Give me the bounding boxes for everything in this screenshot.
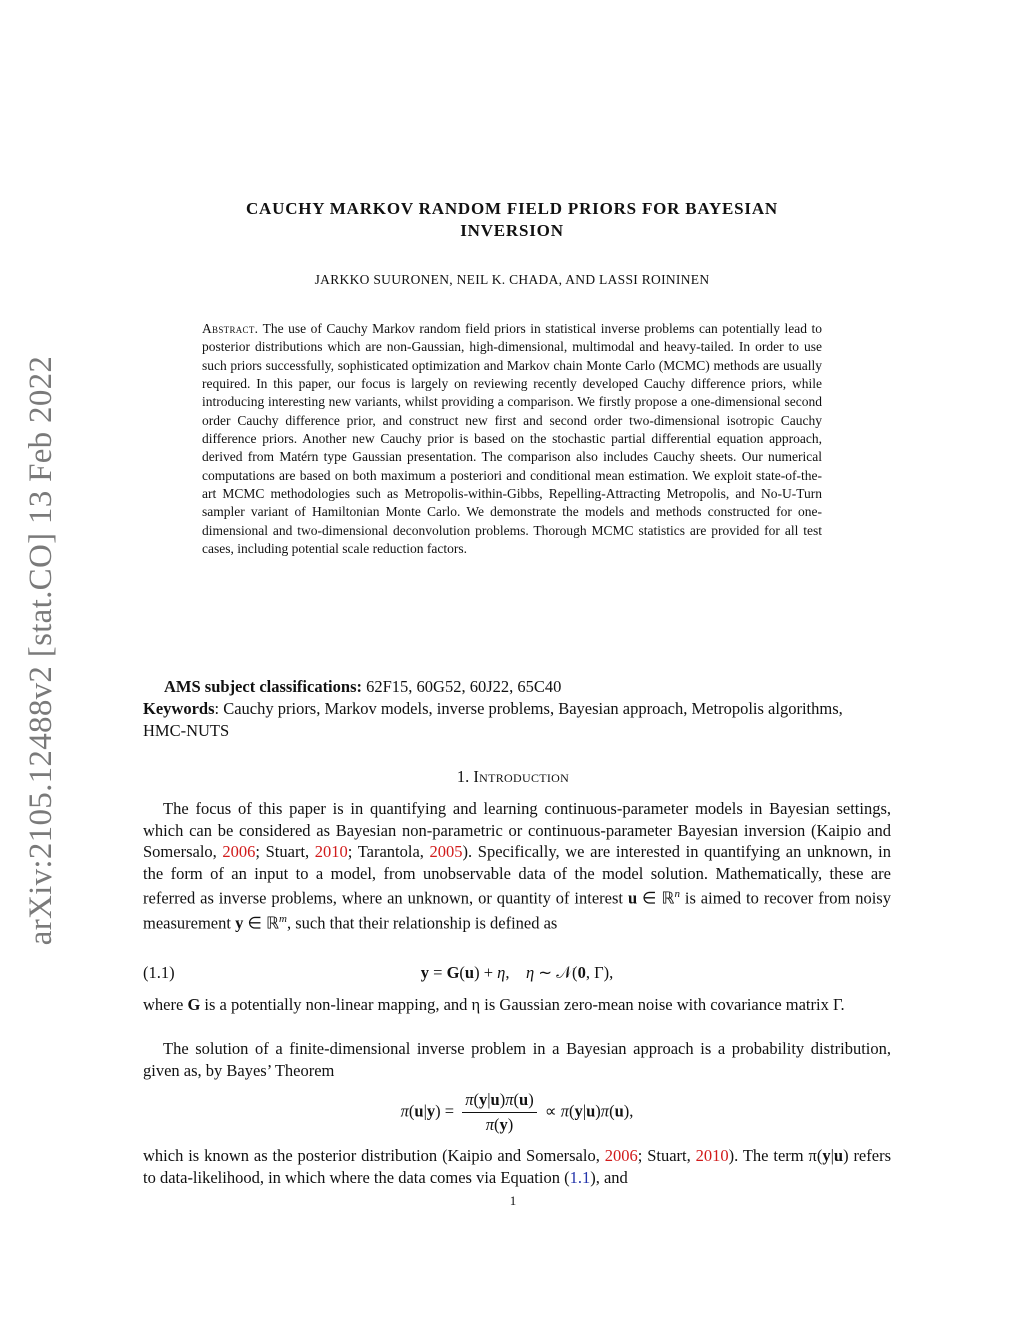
citation-link[interactable]: 2010 (314, 842, 348, 862)
citation-link[interactable]: 2006 (222, 842, 256, 862)
ams-codes: 62F15, 60G52, 60J22, 65C40 (366, 677, 562, 696)
section-number: 1. (456, 767, 470, 786)
abstract-label: Abstract. (202, 321, 259, 336)
abstract (202, 320, 822, 558)
author-list: JARKKO SUURONEN, NEIL K. CHADA, AND LASSI ROININEN (314, 272, 710, 287)
intro-paragraph-1: The focus of this paper is in quantifying and learning continuous-parameter models in Bayesian settings, which can be considered as Bayesian non-parametric or continuous-parameter Bayesian inversion (Kaipio and Somersalo, 2006; Stuart, 2010; Tarantola, 2005). Specifically, we are interested in quantifying an unknown, in the form of an input to a model, from unobservable data of the model solution. Mathematically, these are referred as inverse problems, where an unknown, or quantity of interest u ∈ ℝ$^n$ is aimed to recover from noisy measurement y ∈ ℝ$^m$, such that their relationship is defined as (143, 799, 891, 933)
ams-classifications (164, 677, 561, 697)
arxiv-stamp (22, 350, 62, 950)
keywords-text: : Cauchy priors, Markov models, inverse problems, Bayesian approach, Metropolis algorithms, HMC-NUTS (143, 699, 843, 740)
equation-body: π(u|y) = $\frac{\pi(y|u)\pi(u)}{\pi(y)}$ ∝ π(y|u)π(u), (400, 1090, 634, 1134)
citation-link[interactable]: 2010 (695, 1146, 729, 1165)
intro-paragraph-2: where G is a potentially non-linear mapping, and η is Gaussian zero-mean noise with covariance matrix Γ. (143, 995, 845, 1014)
citation-link[interactable]: 2005 (429, 842, 463, 862)
abstract-text: The use of Cauchy Markov random field priors in statistical inverse problems can potentially lead to posterior distributions which are non-Gaussian, high-dimensional, multimodal and heavy-tailed. In order to use such priors successfully, sophisticated optimization and Markov chain Monte Carlo (MCMC) methods are usually required. In this paper, our focus is largely on reviewing recently developed Cauchy difference priors, while introducing interesting new variants, whilst providing a comparison. We firstly propose a one-dimensional second order Cauchy difference prior, and construct new first and second order two-dimensional isotropic Cauchy difference priors. Another new Cauchy prior is based on the stochastic partial differential equation approach, derived from Matérn type Gaussian presentation. The comparison also includes Cauchy sheets. Our numerical computations are based on both maximum a posteriori and conditional mean estimation. We exploit state-of-the-art MCMC methodologies such as Metropolis-within-Gibbs, Repelling-Attracting Metropolis, and No-U-Turn sampler variant of Hamiltonian Monte Carlo. We demonstrate the models and methods constructed for one-dimensional and two-dimensional deconvolution problems. Thorough MCMC statistics are provided for all test cases, including potential scale reduction factors. (202, 321, 822, 557)
intro-paragraph-3: The solution of a finite-dimensional inverse problem in a Bayesian approach is a probability distribution, given as, by Bayes’ Theorem (143, 1039, 891, 1080)
title-line-1: CAUCHY MARKOV RANDOM FIELD PRIORS FOR BAYESIAN (245, 199, 779, 218)
ams-label: AMS subject classifications: (164, 677, 362, 696)
title-line-2: INVERSION (460, 221, 564, 240)
keywords (143, 698, 883, 741)
section-heading-introduction (143, 767, 883, 787)
paper-title (150, 198, 874, 242)
arxiv-identifier: arXiv:2105.12488v2 [stat.CO] 13 Feb 2022 (23, 355, 60, 945)
equation-reference-link[interactable]: 1.1 (569, 1167, 591, 1187)
intro-paragraph-4: which is known as the posterior distribution (Kaipio and Somersalo, 2006; Stuart, 2010). The term π(y|u) refers to data-likelihood, in which where the data comes via Equation (1.1), and (143, 1146, 891, 1187)
keywords-label: Keywords (143, 699, 215, 718)
section-title: Introduction (473, 767, 570, 786)
page-number: 1 (509, 1193, 517, 1208)
equation-number: (1.1) (143, 963, 175, 982)
equation-body: y = G(u) + η, η ∼ 𝒩(0, Γ), (420, 963, 614, 982)
citation-link[interactable]: 2006 (604, 1146, 638, 1165)
